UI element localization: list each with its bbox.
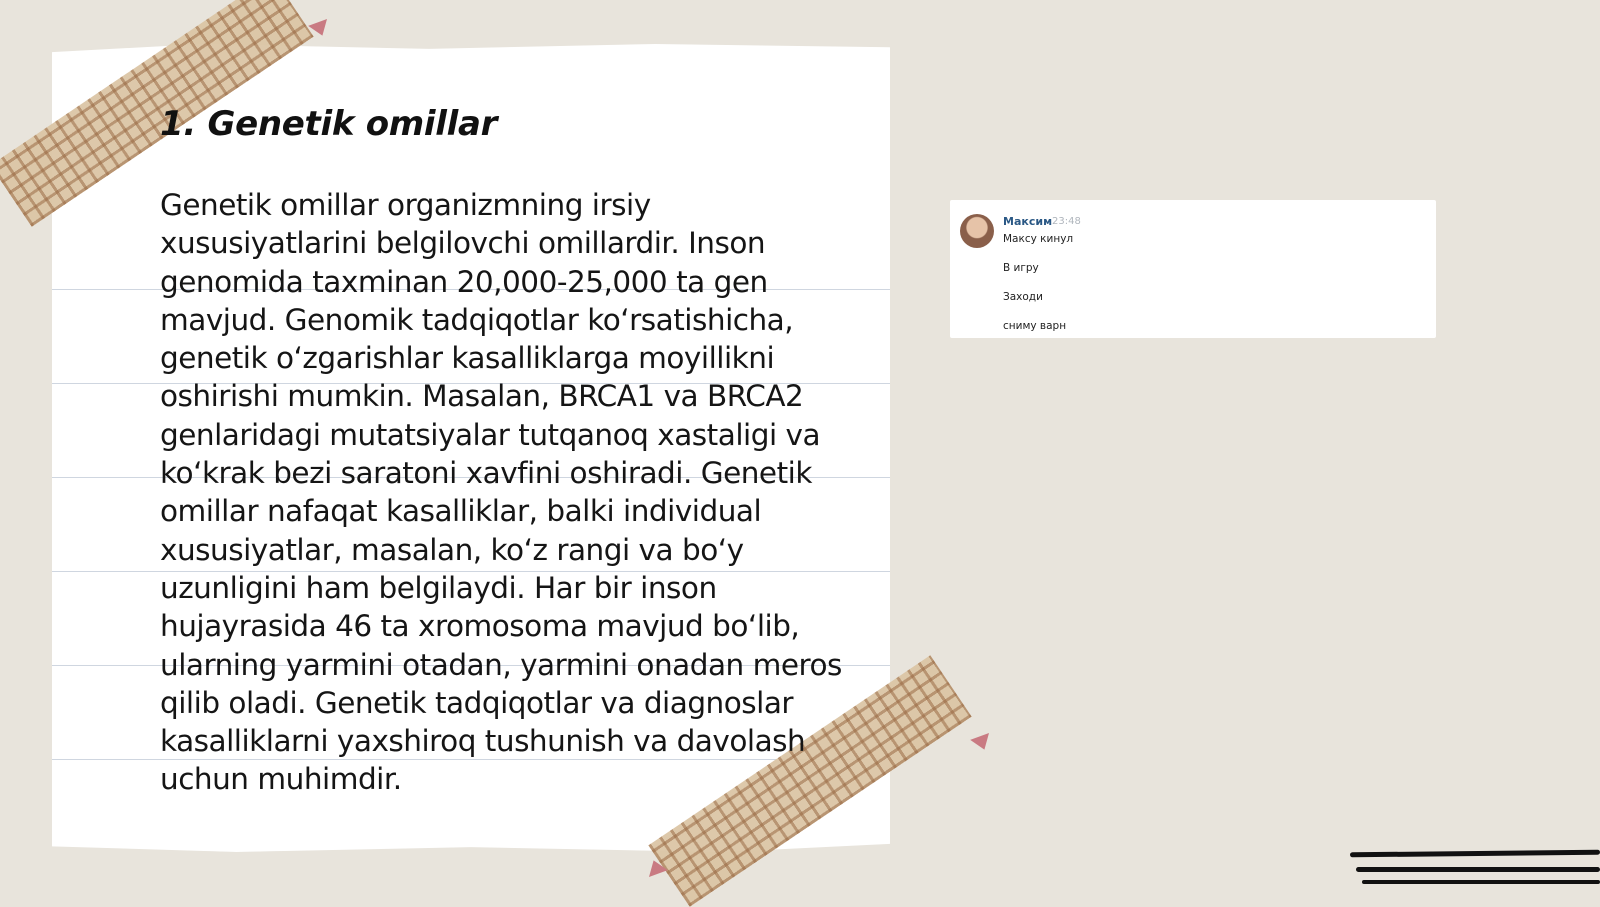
decorative-brush-stroke	[1356, 867, 1600, 872]
slide-body-text: Genetik omillar organizmning irsiy xususiyatlarini belgilovchi omillardir. Inson genomida taxminan 20,000-25,000 ta gen mavjud. Genomik tadqiqotlar ko‘rsatishicha, genetik o‘zgarishlar kasalliklarga moyillikni oshirishi mumkin. Masalan, BRCA1 va BRCA2 genlaridagi mutatsiyalar tutqanoq xastaligi va ko‘krak bezi saratoni xavfini oshiradi. Genetik omillar nafaqat kasalliklar, balki individual xususiyatlar, masalan, ko‘z rangi va bo‘y uzunligini ham belgilaydi. Har bir inson hujayrasida 46 ta xromosoma mavjud bo‘lib, ularning yarmini otadan, yarmini onadan meros qilib oladi. Genetik tadqiqotlar va diagnoslar kasalliklarni yaxshiroq tushunish va davolash uchun muhimdir.	[160, 188, 842, 797]
avatar	[960, 214, 994, 248]
chat-message: сниму варн	[1003, 320, 1067, 332]
slide-heading: 1. Genetik omillar	[160, 104, 498, 144]
chat-message: Заходи	[1003, 291, 1043, 303]
tape-corner-marker	[970, 733, 994, 753]
decorative-brush-stroke	[1350, 850, 1600, 858]
chat-screenshot	[950, 200, 1436, 338]
chat-message: В игру	[1003, 262, 1039, 274]
chat-message: Максу кинул	[1003, 233, 1074, 245]
chat-timestamp: 23:48	[1052, 216, 1081, 227]
tape-corner-marker	[644, 857, 668, 877]
tape-corner-marker	[308, 19, 332, 39]
chat-sender-name: Максим	[1003, 215, 1053, 228]
decorative-brush-stroke	[1362, 880, 1600, 884]
